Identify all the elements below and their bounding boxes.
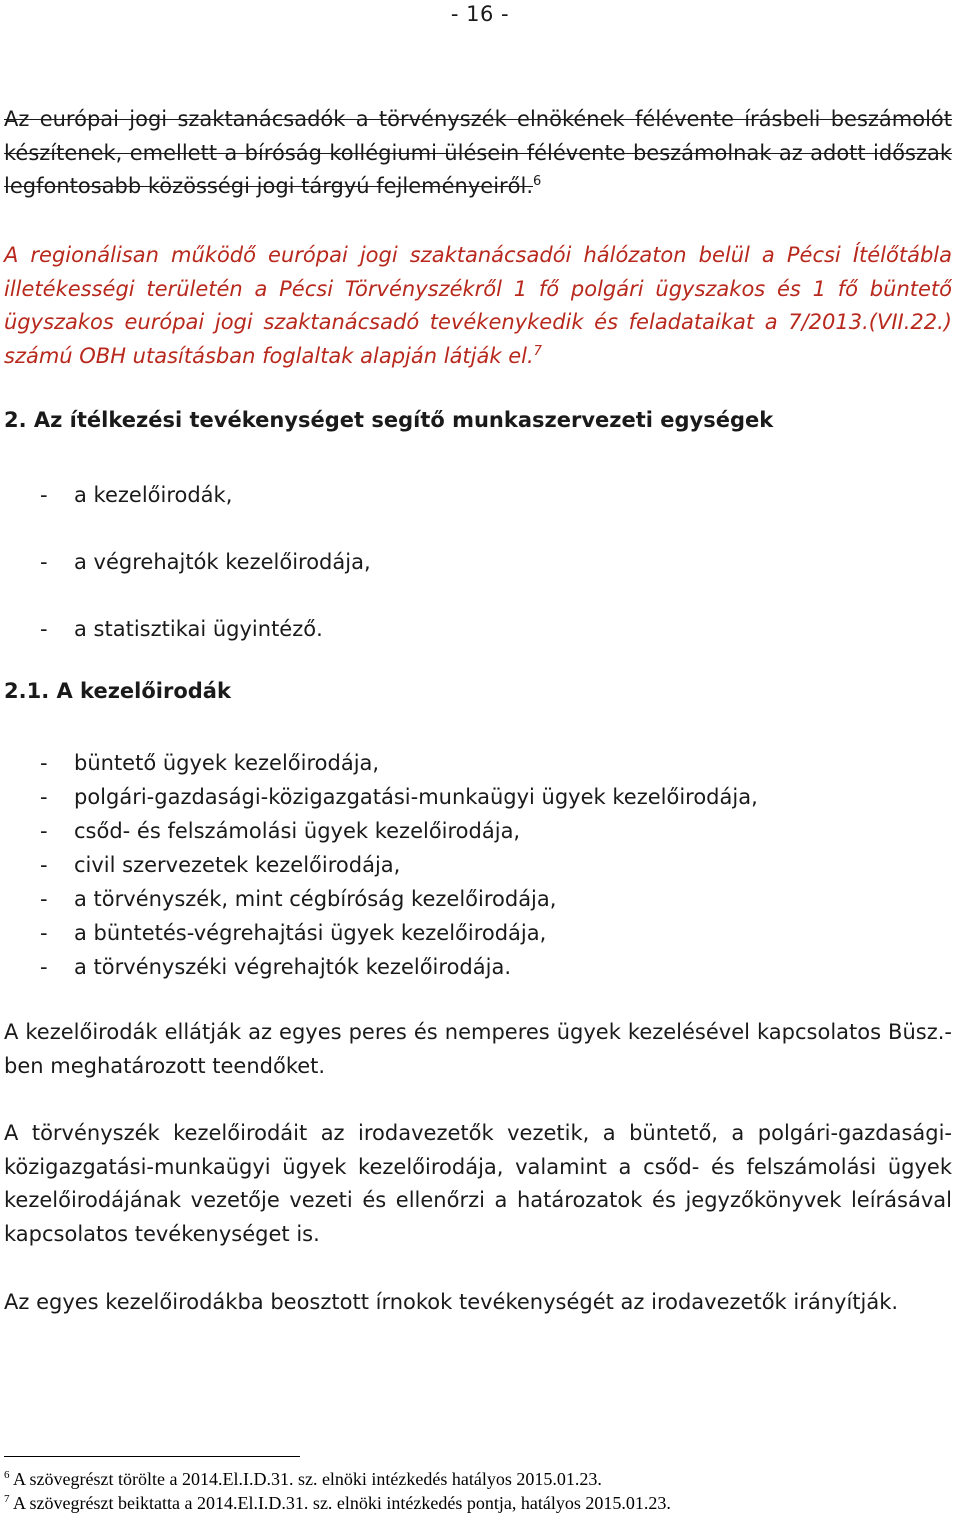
dash-bullet: - <box>40 887 48 911</box>
section-2-list <box>4 478 371 679</box>
section-2-1-heading: 2.1. A kezelőirodák <box>4 679 231 703</box>
list-item-text: a kezelőirodák, <box>74 483 233 507</box>
list-item-text: csőd- és felszámolási ügyek kezelőirodája, <box>74 819 521 843</box>
list-item <box>4 882 758 916</box>
irnokok-paragraph: Az egyes kezelőirodákba beosztott írnokok tevékenységét az irodavezetők irányítják. <box>4 1290 899 1314</box>
section-2-1-list <box>4 746 758 984</box>
list-item <box>4 916 758 950</box>
footnote-number: 6 <box>4 1469 10 1481</box>
dash-bullet: - <box>40 550 48 574</box>
dash-bullet: - <box>40 819 48 843</box>
list-item-text: büntető ügyek kezelőirodája, <box>74 751 380 775</box>
inserted-paragraph <box>4 239 952 374</box>
list-item <box>4 950 758 984</box>
list-item-text: a statisztikai ügyintéző. <box>74 617 323 641</box>
footnote-text: A szövegrészt beiktatta a 2014.El.I.D.31. sz. elnöki intézkedés pontja, hatályos 2015.01.23. <box>13 1493 671 1513</box>
dash-bullet: - <box>40 921 48 945</box>
list-item-text: polgári-gazdasági-közigazgatási-munkaügyi ügyek kezelőirodája, <box>74 785 758 809</box>
list-item <box>4 848 758 882</box>
dash-bullet: - <box>40 751 48 775</box>
footnote-separator <box>4 1456 300 1457</box>
dash-bullet: - <box>40 955 48 979</box>
footnote-text: A szövegrészt törölte a 2014.El.I.D.31. sz. elnöki intézkedés hatályos 2015.01.23. <box>13 1469 602 1489</box>
list-item <box>4 780 758 814</box>
footnote-number: 7 <box>4 1493 10 1505</box>
dash-bullet: - <box>40 483 48 507</box>
footnote-ref-6[interactable]: 6 <box>533 174 542 190</box>
list-item <box>4 612 371 679</box>
list-item <box>4 746 758 780</box>
deleted-text: Az európai jogi szaktanácsadók a törvényszék elnökének félévente írásbeli beszámolót készítenek, emellett a bíróság kollégiumi ülésein félévente beszámolnak az adott időszak legfontosabb közösségi jogi tárgyú fejleményeiről. <box>4 107 952 199</box>
footnote-6 <box>4 1468 602 1490</box>
list-item-text: a törvényszék, mint cégbíróság kezelőirodája, <box>74 887 557 911</box>
page-number: - 16 - <box>450 2 510 26</box>
list-item-text: civil szervezetek kezelőirodája, <box>74 853 401 877</box>
list-item-text: a törvényszéki végrehajtók kezelőirodája. <box>74 955 511 979</box>
list-item-text: a végrehajtók kezelőirodája, <box>74 550 371 574</box>
dash-bullet: - <box>40 785 48 809</box>
list-item-text: a büntetés-végrehajtási ügyek kezelőirodája, <box>74 921 547 945</box>
list-item <box>4 814 758 848</box>
irodavezetok-paragraph: A törvényszék kezelőirodáit az irodavezetők vezetik, a büntető, a polgári-gazdasági-közigazgatási-munkaügyi ügyek kezelőirodája, valamint a csőd- és felszámolási ügyek kezelőirodájának vezetője vezeti és ellenőrzi a határozatok és jegyzőkönyvek leírásával kapcsolatos tevékenységet is. <box>4 1121 952 1247</box>
deleted-paragraph <box>4 103 952 204</box>
footnote-ref-7[interactable]: 7 <box>533 344 542 360</box>
inserted-text: A regionálisan működő európai jogi szaktanácsadói hálózaton belül a Pécsi Ítélőtábla illetékességi területén a Pécsi Törvényszékről 1 fő polgári ügyszakos és 1 fő büntető ügyszakos európai jogi szaktanácsadó tevékenykedik és feladataikat a 7/2013.(VII.22.) számú OBH utasításban foglaltak alapján látják el. <box>4 243 952 369</box>
dash-bullet: - <box>40 853 48 877</box>
footnote-7 <box>4 1492 671 1514</box>
kezeloirodak-feladat-paragraph: A kezelőirodák ellátják az egyes peres és nemperes ügyek kezelésével kapcsolatos Büsz.-ben meghatározott teendőket. <box>4 1020 952 1078</box>
section-2-heading: 2. Az ítélkezési tevékenységet segítő munkaszervezeti egységek <box>4 408 774 432</box>
list-item <box>4 545 371 612</box>
dash-bullet: - <box>40 617 48 641</box>
list-item <box>4 478 371 545</box>
